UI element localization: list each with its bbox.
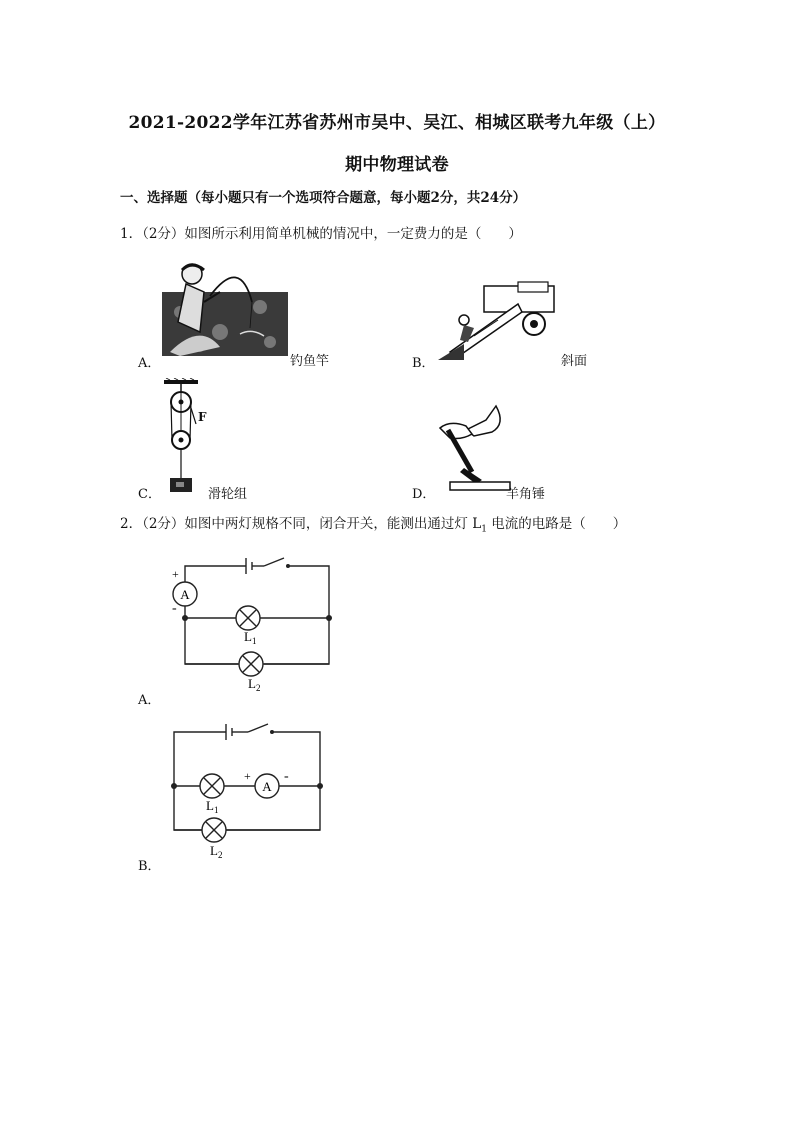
q1-option-b-letter: B．	[412, 356, 435, 371]
q1-option-a-letter: A．	[138, 356, 161, 371]
q1-option-c-letter: C．	[138, 487, 161, 502]
question-2-stem-tail: 电流的电路是（ ）	[486, 516, 627, 532]
q1-option-d-letter: D．	[412, 487, 436, 502]
claw-hammer-illustration	[436, 402, 536, 494]
circuit-b-ammeter-plus: +	[244, 769, 251, 783]
circuit-b-ammeter-letter: A	[262, 779, 272, 794]
fishing-rod-illustration	[160, 262, 290, 358]
circuit-a-ammeter-minus: -	[172, 601, 177, 616]
pulley-block-illustration	[158, 378, 218, 494]
inclined-plane-illustration	[434, 280, 560, 360]
q1-option-d-caption: 羊角锤	[506, 487, 546, 502]
pulley-force-label: F	[198, 410, 207, 424]
exam-title-line1: 2021-2022学年江苏省苏州市吴中、吴江、相城区联考九年级（上）	[128, 113, 666, 133]
q1-option-a-caption: 钓鱼竿	[290, 354, 330, 369]
circuit-a-lamp-l2	[239, 652, 263, 676]
circuit-b-diagram	[160, 718, 340, 868]
question-1-stem: 1．（2分）如图所示利用简单机械的情况中，一定费力的是（ ）	[120, 226, 522, 242]
circuit-a-lamp-l2-label: $L_2$	[248, 676, 261, 693]
q1-option-c-caption: 滑轮组	[208, 487, 248, 502]
question-2-stem-text: 2．（2分）如图中两灯规格不同，闭合开关，能测出通过灯 L	[120, 516, 482, 532]
q2-option-a-letter: A．	[138, 693, 161, 708]
question-2-stem-subscript: 1	[481, 524, 487, 535]
circuit-b-lamp-l1-label: $L_1$	[206, 798, 219, 815]
circuit-a-ammeter-letter: A	[180, 587, 190, 602]
circuit-a-ammeter-plus: +	[172, 567, 179, 581]
question-2-stem	[120, 512, 626, 535]
q1-option-b-caption: 斜面	[561, 354, 588, 369]
circuit-a-lamp-l1	[236, 606, 260, 630]
circuit-a-diagram	[160, 548, 340, 698]
circuit-b-ammeter-minus: -	[284, 769, 289, 784]
circuit-b-lamp-l2	[202, 818, 226, 842]
exam-title-line2: 期中物理试卷	[345, 155, 449, 175]
circuit-b-lamp-l2-label: $L_2$	[210, 843, 223, 860]
q2-option-b-letter: B．	[138, 859, 161, 874]
circuit-b-lamp-l1	[200, 774, 224, 798]
circuit-a-lamp-l1-label: $L_1$	[244, 629, 257, 646]
section-heading: 一、选择题（每小题只有一个选项符合题意，每小题2分，共24分）	[120, 190, 527, 206]
